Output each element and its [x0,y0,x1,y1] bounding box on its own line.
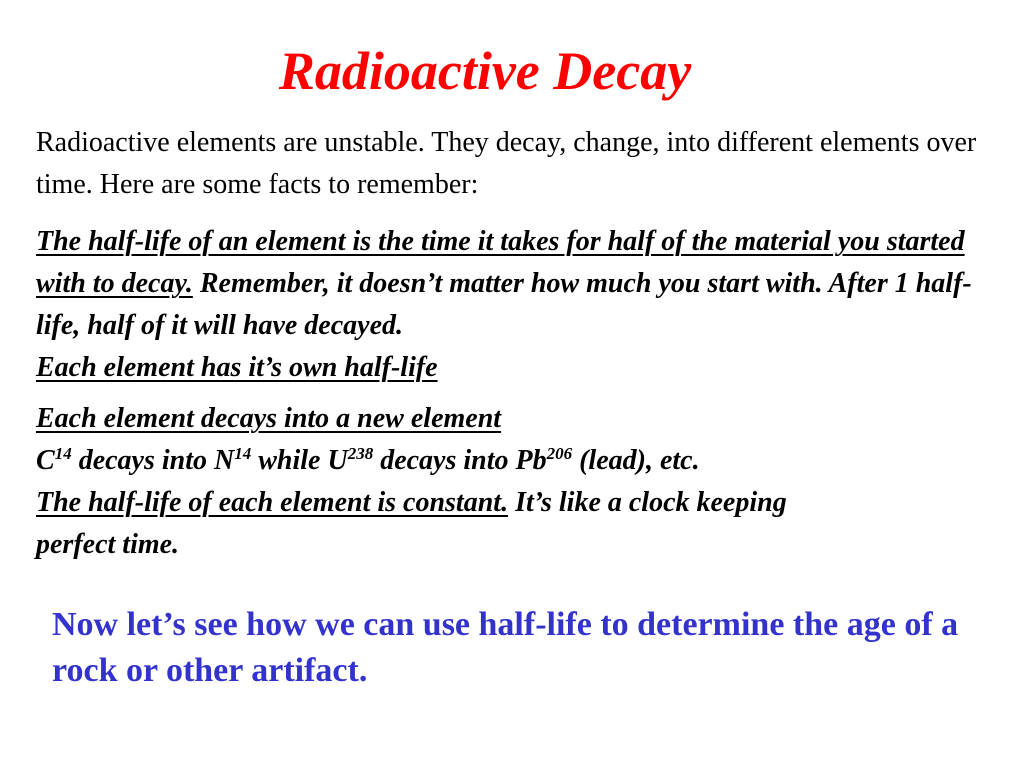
fact-own-half-life [36,347,1006,389]
slide-title: Radioactive Decay [278,41,692,101]
example-t4: (lead), etc. [572,445,700,476]
intro-paragraph: Radioactive elements are unstable. They decay, change, into different elements over time. Here are some facts to remember: [36,127,977,200]
example-c: C [36,445,55,476]
example-n-mass: 14 [234,444,252,463]
fact-half-life-definition-rest: Remember, it doesn’t matter how much you start with. After 1 half-life, half of it will have decayed. [36,268,972,341]
closing-statement: Now let’s see how we can use half-life to determine the age of a rock or other artifact. [52,606,959,689]
fact-decay-and-constant [36,398,1006,566]
fact-half-life-definition-underlined: The half-life of an element is the time it takes for half of the material you started with to decay. [36,226,965,299]
example-u-mass: 238 [347,444,374,463]
fact-constant-rest: It’s like a clock keeping perfect time. [36,487,787,560]
decay-example [36,440,1006,482]
fact-half-life-definition [36,221,1006,347]
fact-own-half-life-text: Each element has it’s own half-life [36,352,438,383]
example-t2: while U [251,445,348,476]
fact-decays-heading: Each element decays into a new element [36,403,502,434]
fact-constant-underlined: The half-life of each element is constant. [36,487,509,518]
fact-constant-half-life [36,482,856,566]
example-pb-mass: 206 [546,444,573,463]
example-t1: decays into N [71,445,235,476]
example-t3: decays into Pb [373,445,547,476]
example-c-mass: 14 [54,444,72,463]
fact-decays-into-new-element [36,398,1006,440]
